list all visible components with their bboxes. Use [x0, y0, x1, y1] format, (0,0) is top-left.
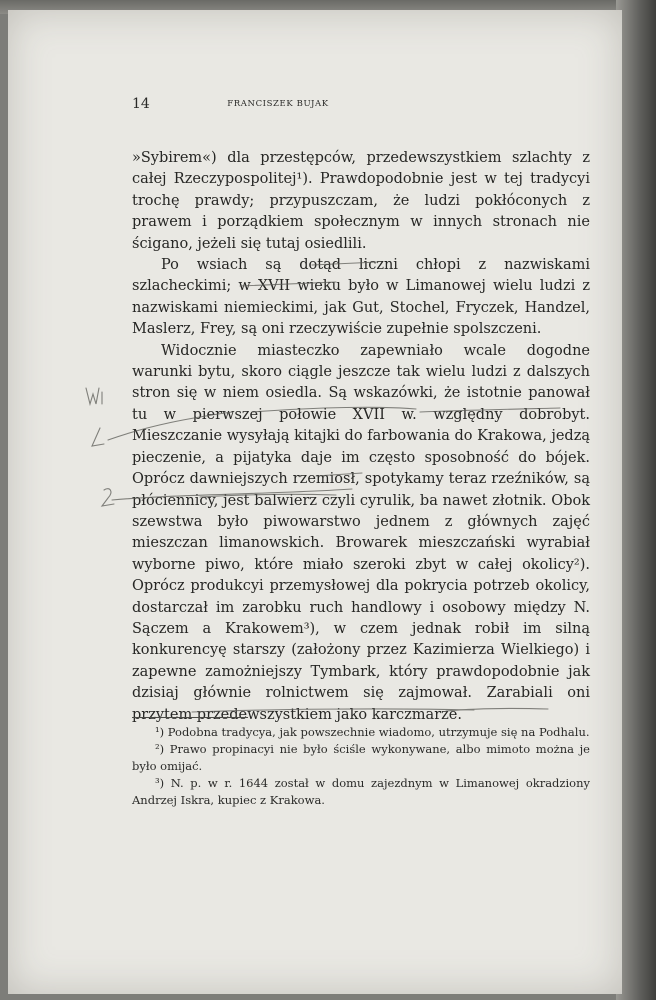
footnotes [132, 724, 590, 809]
paragraph: Po wsiach są dotąd liczni chłopi z nazwiskami szlacheckimi; w XVII wieku było w Limanowej wielu ludzi z nazwiskami niemieckimi, jak Gut, Stochel, Fryczek, Handzel, Maslerz, Frey, są oni rzeczywiście zupełnie spolszczeni. [132, 257, 590, 338]
footnote-divider [132, 717, 248, 718]
running-head: FRANCISZEK BUJAK [227, 99, 329, 109]
paragraph: Widocznie miasteczko zapewniało wcale dogodne warunki bytu, skoro ciągle jeszcze tak wielu ludzi z dalszych stron się w niem osiedla. Są wskazówki, że istotnie panował tu w pierwszej połowie XVII w. względny dobrobyt. Mieszczanie wysyłają kitajki do farbowania do Krakowa, jedzą pieczenie, a pijatyka daje im często sposobność do bójek. Oprócz dawniejszych rzemiosł, spotykamy teraz rzeźników, są płóciennicy, jest balwierz czyli cyrulik, ba nawet złotnik. Obok szewstwa było piwowarstwo jednem z głównych zajęć mieszczan limanowskich. Browarek mieszczański wyrabiał wyborne piwo, które miało szeroki zbyt w całej okolicy²). Oprócz produkcyi przemysłowej dla pokrycia potrzeb okolicy, dostarczał im zarobku ruch handlowy i osobowy między N. Sączem a Krakowem³), w czem jednak robił im silną konkurencyę starszy (założony przez Kazimierza Wielkiego) i zapewne zamożniejszy Tymbark, który prawdopodobnie jak dzisiaj głównie rolnictwem się zajmował. Zarabiali oni przytem przedewszystkiem jako karczmarze. [132, 342, 590, 723]
page-number: 14 [132, 96, 150, 112]
page-header [132, 96, 424, 114]
paragraph: »Sybirem«) dla przestępców, przedewszystkiem szlachty z całej Rzeczypospolitej¹). Prawdopodobnie jest w tej tradycyi trochę prawdy; przypuszczam, że ludzi pokłóconych z prawem i porządkiem społecznym w innych stronach nie ścigano, jeżeli się tutaj osiedlili. [132, 150, 590, 252]
footnote: ³) N. p. w r. 1644 został w domu zajezdnym w Limanowej okradziony Andrzej Iskra, kupiec z Krakowa. [132, 776, 590, 807]
footnote: ¹) Podobna tradycya, jak powszechnie wiadomo, utrzymuje się na Podhalu. [155, 725, 590, 739]
scan-right-edge [616, 0, 656, 1000]
body-text [132, 148, 590, 726]
footnote: ²) Prawo propinacyi nie było ściśle wykonywane, albo mimoto można je było omijać. [132, 742, 590, 773]
